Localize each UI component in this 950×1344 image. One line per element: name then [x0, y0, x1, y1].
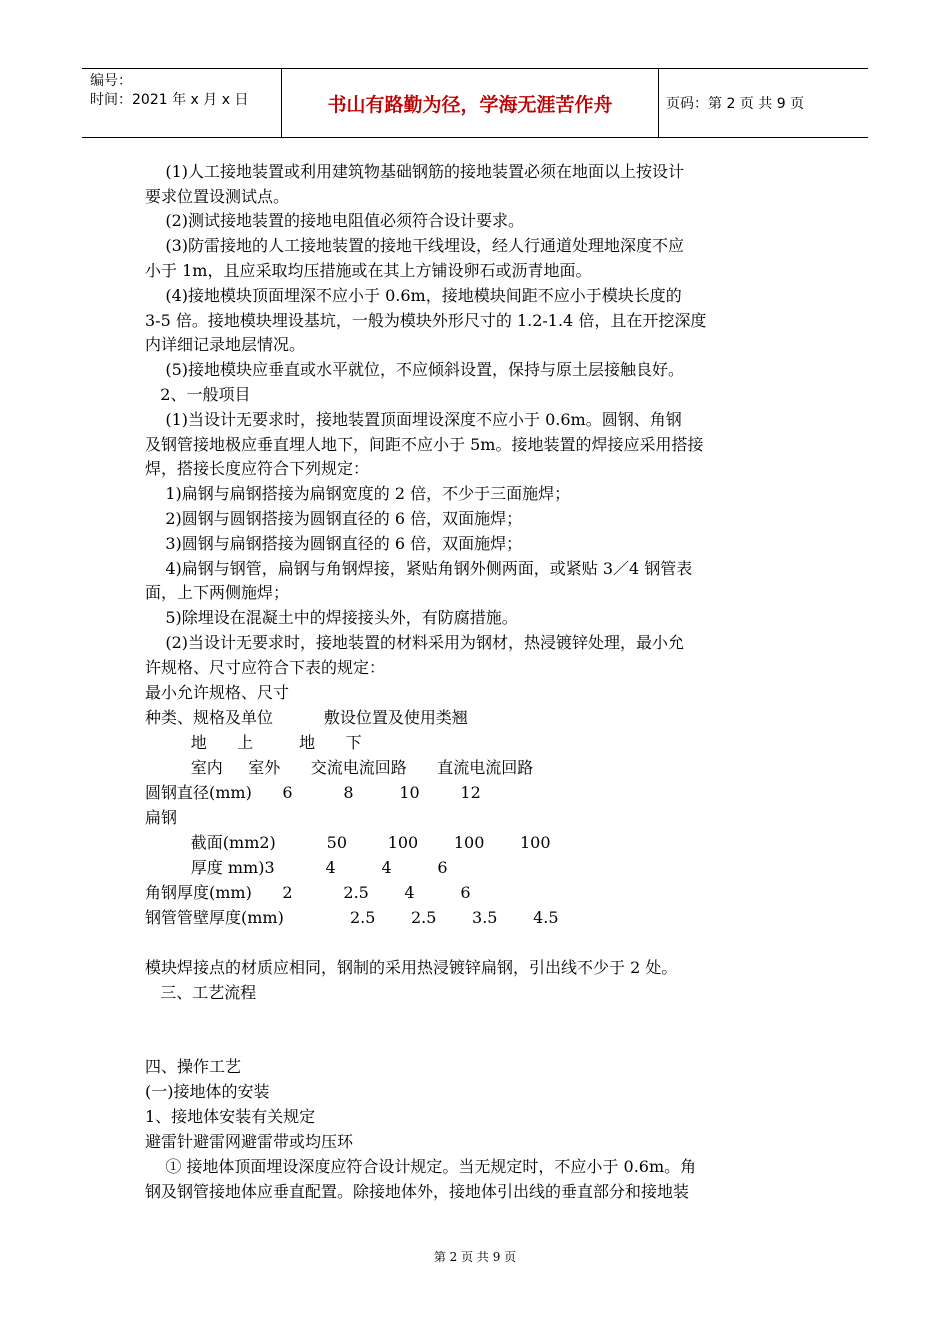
header-left-cell	[82, 69, 282, 137]
text-line: 焊，搭接长度应符合下列规定：	[145, 459, 370, 478]
text-line: 圆钢直径(mm) 6 8 10 12	[145, 783, 481, 802]
text-line: 模块焊接点的材质应相同，钢制的采用热浸镀锌扁钢，引出线不少于 2 处。	[145, 958, 678, 977]
text-line: 2)圆钢与圆钢搭接为圆钢直径的 6 倍，双面施焊；	[145, 509, 523, 528]
text-line: (1)人工接地装置或利用建筑物基础钢筋的接地装置必须在地面以上按设计	[145, 162, 685, 181]
text-line: 三、工艺流程	[145, 983, 257, 1002]
text-line: 钢管管壁厚度(mm) 2.5 2.5 3.5 4.5	[145, 908, 559, 927]
text-line: 小于 1m，且应采取均压措施或在其上方铺设卵石或沥青地面。	[145, 261, 592, 280]
text-line: 2、一般项目	[145, 385, 251, 404]
text-line: (5)接地模块应垂直或水平就位，不应倾斜设置，保持与原土层接触良好。	[145, 360, 685, 379]
page-footer: 第 2 页 共 9 页	[433, 1250, 517, 1264]
text-line: (2)当设计无要求时，接地装置的材料采用为钢材，热浸镀锌处理，最小允	[145, 633, 685, 652]
text-line: 3)圆钢与扁钢搭接为圆钢直径的 6 倍，双面施焊；	[145, 534, 523, 553]
text-line: 避雷针避雷网避雷带或均压环	[145, 1132, 354, 1151]
text-line: 3-5 倍。接地模块埋设基坑，一般为模块外形尺寸的 1.2-1.4 倍，且在开挖深度	[145, 311, 707, 330]
text-line: 1)扁钢与扁钢搭接为扁钢宽度的 2 倍，不少于三面施焊；	[145, 484, 571, 503]
text-line: (4)接地模块顶面埋深不应小于 0.6m，接地模块间距不应小于模块长度的	[145, 286, 682, 305]
text-line: 地 上 地 下	[145, 733, 362, 752]
text-line: ① 接地体顶面埋设深度应符合设计规定。当无规定时，不应小于 0.6m。角	[145, 1157, 697, 1176]
text-line: (一)接地体的安装	[145, 1082, 270, 1101]
text-line: 1、接地体安装有关规定	[145, 1107, 316, 1126]
text-line: 及钢管接地极应垂直埋人地下，间距不应小于 5m。接地装置的焊接应采用搭接	[145, 435, 704, 454]
text-line: 4)扁钢与钢管，扁钢与角钢焊接，紧贴角钢外侧两面，或紧贴 3／4 钢管表	[145, 559, 693, 578]
text-line: (2)测试接地装置的接地电阻值必须符合设计要求。	[145, 211, 525, 230]
text-line: 厚度 mm)3 4 4 6	[145, 858, 448, 877]
text-line: 面，上下两侧施焊；	[145, 583, 290, 602]
motto: 书山有路勤为径，学海无涯苦作舟	[282, 69, 659, 137]
text-line: 许规格、尺寸应符合下表的规定：	[145, 658, 386, 677]
text-line: 5)除埋设在混凝土中的焊接接头外，有防腐措施。	[145, 608, 518, 627]
text-line: (3)防雷接地的人工接地装置的接地干线埋设，经人行通道处理地深度不应	[145, 236, 685, 255]
text-line: 种类、规格及单位 敷设位置及使用类翘	[145, 708, 468, 727]
page-header	[82, 68, 868, 138]
text-line: 内详细记录地层情况。	[145, 335, 306, 354]
text-line: 截面(mm2) 50 100 100 100	[145, 833, 551, 852]
text-line: 四、操作工艺	[145, 1057, 242, 1076]
time-label: 时间：2021 年 x 月 x 日	[90, 92, 249, 108]
text-line: 最小允许规格、尺寸	[145, 683, 290, 702]
page-info: 页码：第 2 页 共 9 页	[666, 96, 805, 112]
text-line: 钢及钢管接地体应垂直配置。除接地体外，接地体引出线的垂直部分和接地装	[145, 1182, 690, 1201]
text-line: 角钢厚度(mm) 2 2.5 4 6	[145, 883, 471, 902]
text-line: 室内 室外 交流电流回路 直流电流回路	[145, 758, 534, 777]
number-label: 编号：	[90, 73, 132, 89]
text-line: 要求位置设测试点。	[145, 187, 290, 206]
text-line: (1)当设计无要求时，接地装置顶面埋设深度不应小于 0.6m。圆钢、角钢	[145, 410, 682, 429]
text-line: 扁钢	[145, 808, 178, 827]
